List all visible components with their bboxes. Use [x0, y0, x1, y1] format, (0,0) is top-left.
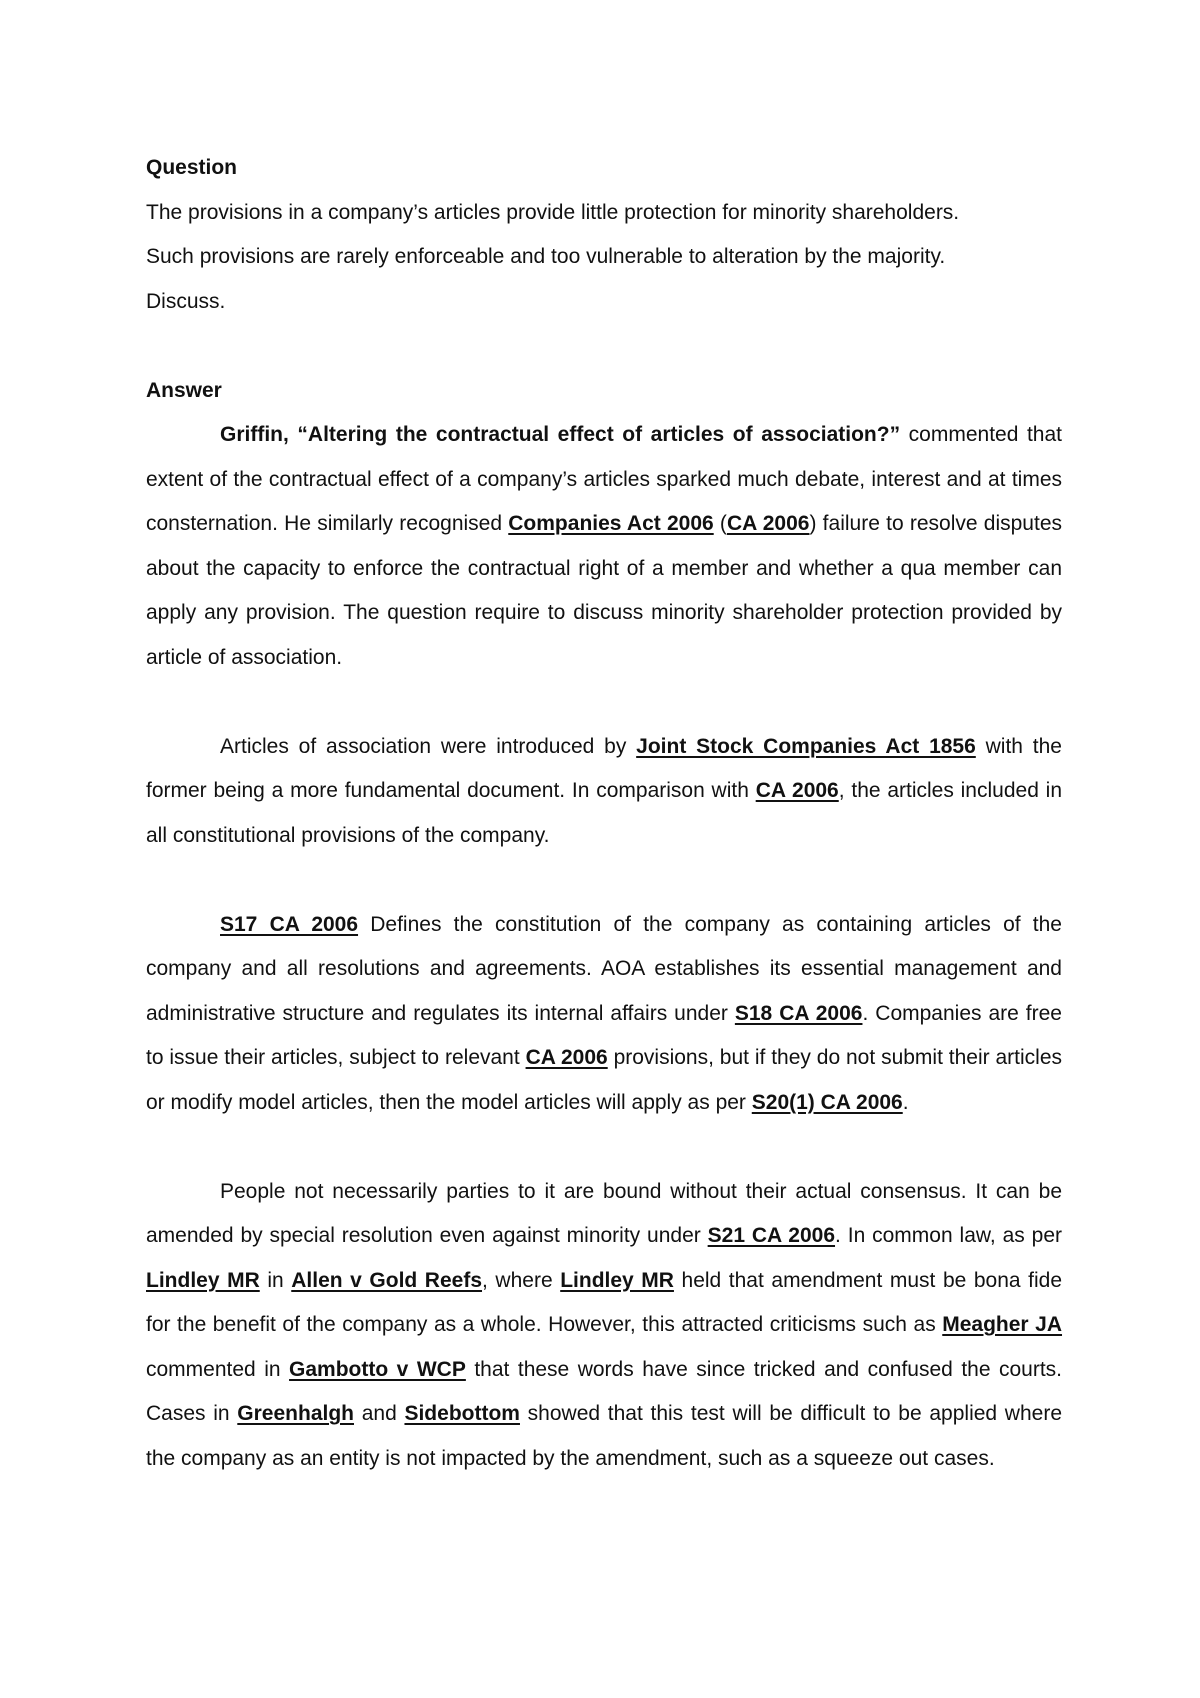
text-run: commented that extent of the contractual effect of a company’s articles sparked much debate, interest and at times consternation. He similarly recognised	[146, 423, 1063, 535]
text-run: in	[259, 1268, 292, 1292]
text-run: .	[902, 1090, 909, 1114]
text-run: provisions, but if they do not submit their articles or modify model articles, then the model articles will apply as per	[146, 1046, 1063, 1114]
answer-heading: Answer	[146, 378, 222, 402]
answer-paragraph-3	[146, 903, 1062, 1126]
legal-reference: CA 2006	[755, 779, 839, 802]
legal-reference: S21 CA 2006	[707, 1224, 836, 1247]
text-run: , where	[482, 1268, 561, 1292]
legal-reference: Companies Act 2006	[508, 512, 714, 535]
question-line: The provisions in a company’s articles provide little protection for minority shareholders.	[146, 200, 960, 224]
legal-reference: S17 CA 2006	[220, 912, 359, 936]
legal-reference: S20(1) CA 2006	[751, 1090, 903, 1114]
answer-paragraph-4	[146, 1170, 1062, 1482]
text-run: and	[354, 1402, 405, 1425]
article-title: Griffin, “Altering the contractual effect of articles of association?”	[220, 423, 901, 446]
question-line: Discuss.	[146, 289, 226, 313]
text-run: held that amendment must be bona fide for the benefit of the company as a whole. However, this attracted criticisms such as	[146, 1268, 1063, 1336]
text-run: . In common law, as per	[835, 1224, 1062, 1247]
text-run: (	[713, 512, 727, 535]
legal-reference: Allen v Gold Reefs	[291, 1268, 483, 1292]
text-run: Articles of association were introduced by	[220, 734, 637, 758]
text-run: Defines the constitution of the company as containing articles of the company and all resolutions and agreements. AOA establishes its essential management and administrative structure and regulates its internal affairs under	[146, 912, 1062, 1025]
question-heading: Question	[146, 156, 238, 179]
legal-reference: Joint Stock Companies Act 1856	[636, 734, 976, 758]
text-run: with the former being a more fundamental document. In comparison with	[146, 734, 1062, 802]
legal-reference: Lindley MR	[146, 1268, 260, 1292]
spacer	[146, 858, 1062, 903]
text-run: ) failure to resolve disputes about the capacity to enforce the contractual right of a member and whether a qua member can apply any provision. The question require to discuss minority shareholder protection provided by article of association.	[146, 512, 1063, 669]
legal-reference: Greenhalgh	[237, 1402, 354, 1425]
document-body	[146, 146, 1062, 1481]
legal-reference: Gambotto v WCP	[289, 1357, 466, 1381]
text-run: . Companies are free to issue their articles, subject to relevant	[146, 1001, 1062, 1069]
legal-reference: Lindley MR	[560, 1268, 674, 1292]
question-line: Such provisions are rarely enforceable and too vulnerable to alteration by the majority.	[146, 245, 946, 268]
text-run: People not necessarily parties to it are bound without their actual consensus. It can be amended by special resolution even against minority under	[146, 1179, 1062, 1247]
spacer	[146, 324, 1062, 369]
answer-paragraph-2	[146, 725, 1062, 859]
answer-paragraph-1	[146, 413, 1062, 680]
legal-reference: S18 CA 2006	[734, 1001, 863, 1025]
text-run: , the articles included in all constitutional provisions of the company.	[146, 779, 1062, 847]
text-run: showed that this test will be difficult to be applied where the company as an entity is not impacted by the amendment, such as a squeeze out cases.	[146, 1402, 1062, 1470]
legal-reference: CA 2006	[525, 1046, 608, 1069]
legal-reference: Meagher JA	[942, 1313, 1063, 1336]
legal-reference: Sidebottom	[404, 1402, 520, 1425]
spacer	[146, 1125, 1062, 1170]
spacer	[146, 680, 1062, 725]
legal-reference: CA 2006	[726, 512, 810, 535]
text-run: commented in	[146, 1357, 290, 1381]
text-run: that these words have since tricked and confused the courts. Cases in	[146, 1357, 1063, 1425]
